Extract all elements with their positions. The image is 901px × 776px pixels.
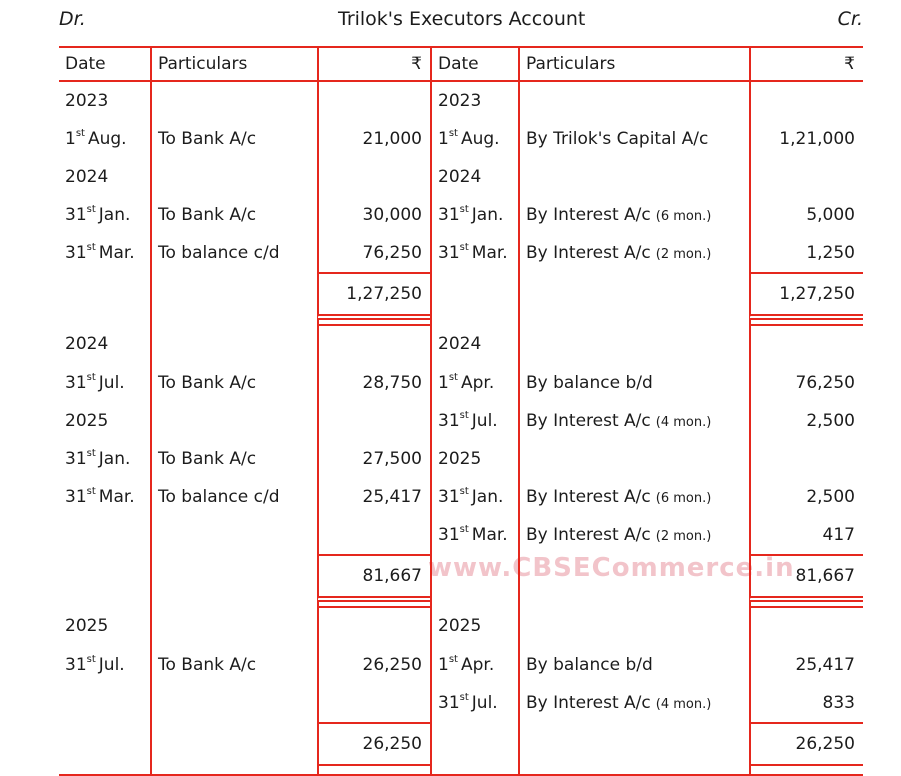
table-row: [59, 324, 863, 364]
date-cell-dr: 31st Mar.: [65, 486, 135, 507]
date-cell-cr: 31st Jan.: [430, 478, 518, 516]
amount-cell-dr: [317, 158, 430, 196]
date-cell-cr: 1st Apr.: [430, 364, 518, 402]
rupee-symbol-header-cr: ₹: [749, 46, 863, 82]
amount-cell-cr: 2,500: [749, 402, 863, 440]
table-row: [59, 196, 863, 234]
table-row: [59, 120, 863, 158]
particulars-cell-cr: By balance b/d: [518, 364, 749, 402]
particulars-cell-cr: [518, 324, 749, 364]
particulars-cell-dr: [150, 324, 317, 364]
empty-cell: [518, 722, 749, 766]
total-amount-dr: 81,667: [317, 554, 430, 602]
amount-cell-cr: [749, 82, 863, 120]
date-cell-cr: 2023: [430, 82, 518, 120]
ledger-table: [59, 46, 863, 776]
amount-cell-cr: [749, 440, 863, 478]
empty-cell: [150, 554, 317, 602]
table-header-row: [59, 46, 863, 82]
particulars-cell-cr: By Interest A/c (6 mon.): [518, 478, 749, 516]
date-cell-cr: 2024: [430, 158, 518, 196]
date-cell-cr: 31st Mar.: [430, 234, 518, 272]
empty-cell: [59, 272, 150, 320]
amount-cell-dr: 21,000: [317, 120, 430, 158]
amount-cell-cr: [749, 324, 863, 364]
col-header-date-cr: Date: [430, 46, 518, 82]
amount-cell-dr: [317, 82, 430, 120]
total-row: [59, 554, 863, 602]
particulars-cell-dr: [150, 82, 317, 120]
col-header-particulars-dr: Particulars: [150, 46, 317, 82]
date-cell-dr: 31st Jan.: [65, 204, 131, 225]
total-amount-cr: 26,250: [749, 722, 863, 766]
date-cell-dr: 2025: [65, 616, 109, 636]
amount-cell-cr: 1,21,000: [749, 120, 863, 158]
particulars-cell-dr: To Bank A/c: [150, 440, 317, 478]
particulars-cell-dr: [150, 402, 317, 440]
empty-cell: [430, 554, 518, 602]
particulars-cell-dr: To Bank A/c: [150, 364, 317, 402]
amount-cell-dr: 30,000: [317, 196, 430, 234]
total-row: [59, 272, 863, 320]
date-cell-dr: 31st Mar.: [65, 242, 135, 263]
page-title: Trilok's Executors Account: [338, 8, 586, 30]
particulars-cell-cr: [518, 606, 749, 646]
particulars-cell-dr: To Bank A/c: [150, 646, 317, 684]
table-row: [59, 606, 863, 646]
table-row: [59, 234, 863, 272]
empty-cell: [150, 272, 317, 320]
empty-cell: [518, 272, 749, 320]
table-row: [59, 646, 863, 684]
particulars-cell-dr: [150, 158, 317, 196]
dr-label: Dr.: [59, 8, 86, 30]
particulars-cell-cr: [518, 440, 749, 478]
particulars-cell-cr: By Interest A/c (4 mon.): [518, 402, 749, 440]
total-amount-cr: 1,27,250: [749, 272, 863, 320]
empty-cell: [430, 722, 518, 766]
amount-cell-dr: [317, 402, 430, 440]
date-cell-dr: 2024: [65, 167, 109, 187]
date-cell-dr: [59, 516, 150, 554]
rupee-symbol-header-dr: ₹: [317, 46, 430, 82]
total-amount-dr: 26,250: [317, 722, 430, 766]
date-cell-dr: 2023: [65, 91, 109, 111]
table-row: [59, 364, 863, 402]
date-cell-dr: 1st Aug.: [65, 128, 127, 149]
amount-cell-cr: [749, 606, 863, 646]
particulars-cell-dr: To balance c/d: [150, 478, 317, 516]
amount-cell-cr: 2,500: [749, 478, 863, 516]
particulars-cell-cr: By Interest A/c (2 mon.): [518, 234, 749, 272]
amount-cell-dr: 27,500: [317, 440, 430, 478]
particulars-cell-dr: [150, 684, 317, 722]
watermark: www.CBSECommerce.in: [428, 553, 795, 583]
date-cell-dr: 31st Jul.: [65, 372, 125, 393]
date-cell-cr: 31st Jan.: [430, 196, 518, 234]
amount-cell-dr: 76,250: [317, 234, 430, 272]
amount-cell-dr: 26,250: [317, 646, 430, 684]
amount-cell-cr: 833: [749, 684, 863, 722]
date-cell-dr: 2024: [65, 334, 109, 354]
particulars-cell-cr: By Interest A/c (4 mon.): [518, 684, 749, 722]
empty-cell: [59, 554, 150, 602]
particulars-cell-dr: To Bank A/c: [150, 196, 317, 234]
amount-cell-cr: 25,417: [749, 646, 863, 684]
amount-cell-dr: [317, 684, 430, 722]
date-cell-cr: 1st Aug.: [430, 120, 518, 158]
table-row: [59, 684, 863, 722]
date-cell-cr: 31st Mar.: [430, 516, 518, 554]
col-header-date-dr: Date: [59, 46, 150, 82]
date-cell-cr: 2025: [430, 606, 518, 646]
table-row: [59, 440, 863, 478]
table-row: [59, 402, 863, 440]
amount-cell-cr: 76,250: [749, 364, 863, 402]
date-cell-cr: 2024: [430, 324, 518, 364]
date-cell-cr: 31st Jul.: [430, 684, 518, 722]
empty-cell: [518, 554, 749, 602]
amount-cell-dr: [317, 606, 430, 646]
amount-cell-cr: 417: [749, 516, 863, 554]
date-cell-cr: 1st Apr.: [430, 646, 518, 684]
table-bottom-spacer-row: [59, 766, 863, 776]
table-row: [59, 516, 863, 554]
col-header-particulars-cr: Particulars: [518, 46, 749, 82]
cr-label: Cr.: [837, 8, 863, 30]
empty-cell: [59, 722, 150, 766]
particulars-cell-cr: By Interest A/c (6 mon.): [518, 196, 749, 234]
particulars-cell-cr: By balance b/d: [518, 646, 749, 684]
particulars-cell-dr: [150, 516, 317, 554]
particulars-cell-cr: [518, 82, 749, 120]
empty-cell: [430, 272, 518, 320]
date-cell-cr: 2025: [430, 440, 518, 478]
table-row: [59, 82, 863, 120]
empty-cell: [150, 722, 317, 766]
amount-cell-dr: [317, 516, 430, 554]
particulars-cell-cr: [518, 158, 749, 196]
particulars-cell-dr: To balance c/d: [150, 234, 317, 272]
amount-cell-cr: 5,000: [749, 196, 863, 234]
date-cell-dr: 2025: [65, 411, 109, 431]
amount-cell-dr: 25,417: [317, 478, 430, 516]
amount-cell-cr: [749, 158, 863, 196]
date-cell-dr: [59, 684, 150, 722]
date-cell-dr: 31st Jan.: [65, 448, 131, 469]
particulars-cell-cr: By Trilok's Capital A/c: [518, 120, 749, 158]
amount-cell-dr: [317, 324, 430, 364]
total-row: [59, 722, 863, 766]
particulars-cell-dr: To Bank A/c: [150, 120, 317, 158]
table-row: [59, 158, 863, 196]
date-cell-dr: 31st Jul.: [65, 654, 125, 675]
table-row: [59, 478, 863, 516]
total-amount-cr: 81,667: [749, 554, 863, 602]
date-cell-cr: 31st Jul.: [430, 402, 518, 440]
particulars-cell-cr: By Interest A/c (2 mon.): [518, 516, 749, 554]
amount-cell-cr: 1,250: [749, 234, 863, 272]
amount-cell-dr: 28,750: [317, 364, 430, 402]
total-amount-dr: 1,27,250: [317, 272, 430, 320]
account-header: [59, 8, 863, 30]
particulars-cell-dr: [150, 606, 317, 646]
